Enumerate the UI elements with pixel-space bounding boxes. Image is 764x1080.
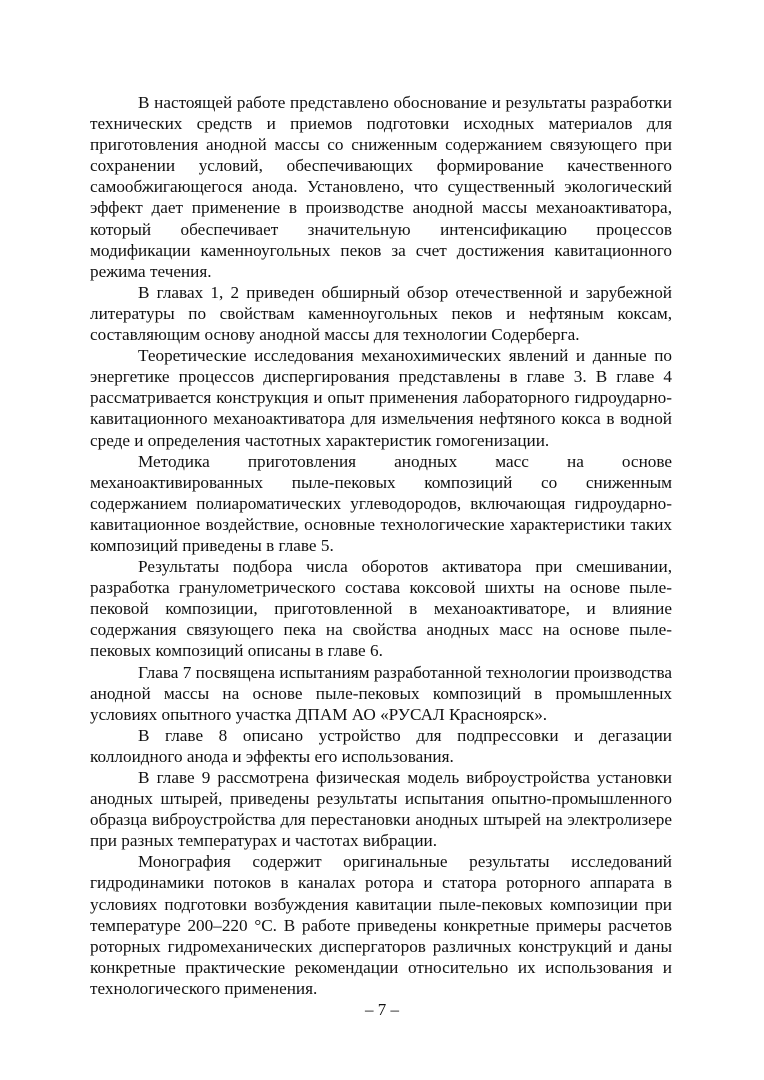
paragraph-chapter-9: В главе 9 рассмотрена физическая модель виброустройства установки анодных штырей, приведены результаты испытания опытно-промышленного образца виброустройства для перестановки анодных штырей на электролизере при разных температурах и частотах вибрации. — [90, 768, 672, 851]
paragraph-chapter-8: В главе 8 описано устройство для подпрессовки и дегазации коллоидного анода и эффекты его использования. — [90, 725, 672, 766]
paragraph-summary: Монография содержит оригинальные результаты исследований гидродинамики потоков в каналах ротора и статора роторного аппарата в условиях подготовки возбуждения кавитации пыле-пековых композиции при температуре 200–220 °С. В работе приведены конкретные примеры расчетов роторных гидромеханических диспергаторов различных конструкций и даны конкретные практические рекомендации относительно их использования и технологического применения. — [90, 852, 672, 998]
paragraph-chapters-3-4: Теоретические исследования механохимических явлений и данные по энергетике процессов диспергирования представлены в главе 3. В главе 4 рассматривается конструкция и опыт применения лабораторного гидроударно-кавитационного механоактиватора для измельчения нефтяного кокса в водной среде и определения частотных характеристик гомогенизации. — [90, 346, 672, 450]
paragraph-chapter-7: Глава 7 посвящена испытаниям разработанной технологии производства анодной массы на основе пыле-пековых композиций в промышленных условиях опытного участка ДПАМ АО «РУСАЛ Красноярск». — [90, 662, 672, 724]
paragraph-chapter-6: Результаты подбора числа оборотов активатора при смешивании, разработка гранулометрического состава коксовой шихты на основе пыле-пековой композиции, приготовленной в механоактиваторе, и влияние содержания связующего пека на свойства анодных масс на основе пыле-пековых композиций описаны в главе 6. — [90, 557, 672, 661]
paragraph-chapters-1-2: В главах 1, 2 приведен обширный обзор отечественной и зарубежной литературы по свойствам каменноугольных пеков и нефтяным коксам, составляющим основу анодной массы для технологии Содерберга. — [90, 282, 672, 345]
page-number: – 7 – — [365, 1000, 399, 1019]
paragraph-intro: В настоящей работе представлено обоснование и результаты разработки технических средств и приемов подготовки исходных материалов для приготовления анодной массы со сниженным содержанием связующего при сохранении условий, обеспечивающих формирование качественного самообжигающегося анода. Установлено, что существенный экологический эффект дает применение в производстве анодной массы механоактиватора, который обеспечивает значительную интенсификацию процессов модификации каменноугольных пеков за счет достижения кавитационного режима течения. — [90, 93, 672, 281]
body-text — [90, 92, 672, 999]
paragraph-chapter-5: Методика приготовления анодных масс на основе механоактивированных пыле-пековых композиций со сниженным содержанием полиароматических углеводородов, включающая гидроударно-кавитационное воздействие, основные технологические характеристики таких композиций приведены в главе 5. — [90, 451, 672, 555]
